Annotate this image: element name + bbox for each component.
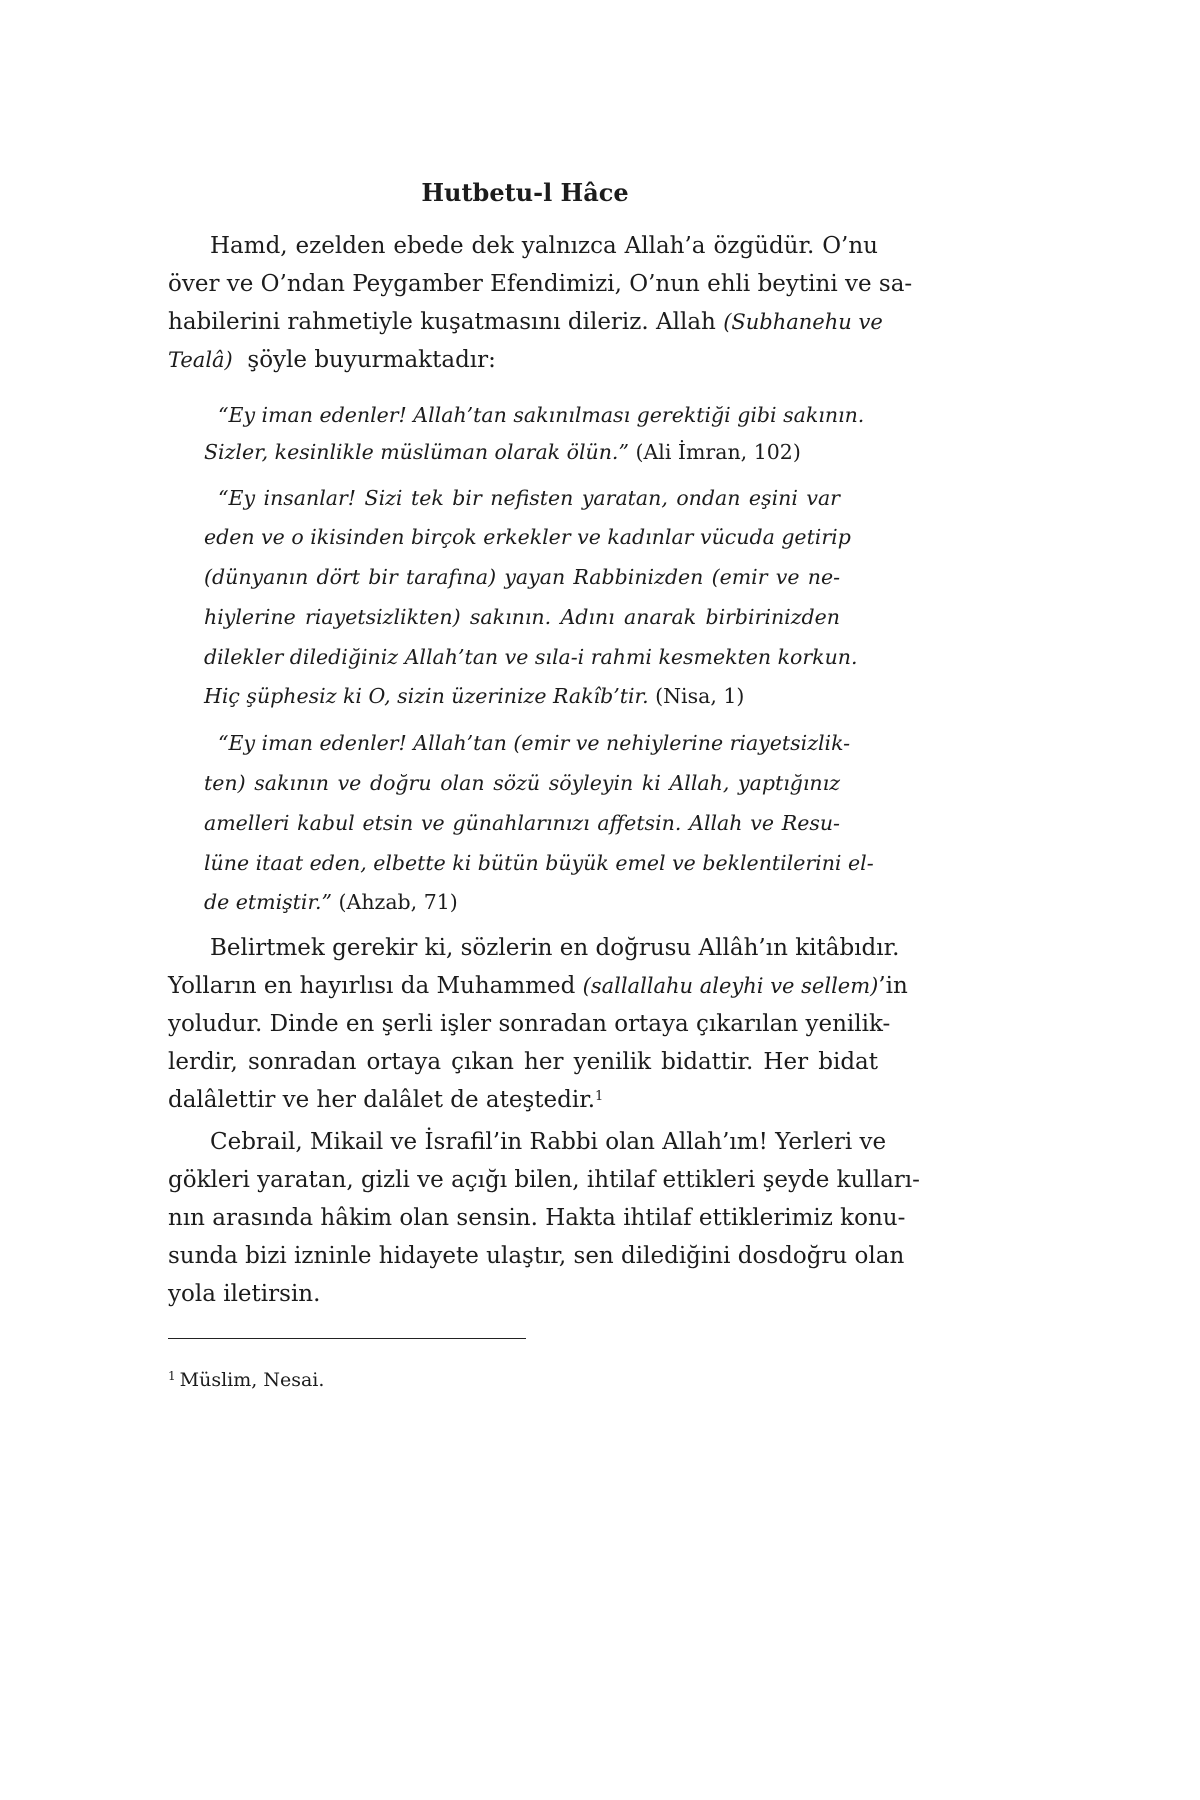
footnote-marker-ref: 1 [595,1089,604,1104]
intro-line-3-text: habilerini rahmetiyle kuşatmasını dileriz. Allah [168,309,716,335]
intro-line-4-italic: Tealâ) [168,348,233,372]
intro-line-3 [168,306,883,338]
quote2-line-5: dilekler dilediğiniz Allah’tan ve sıla-i rahmi kesmekten korkun. [204,645,858,669]
quote1-line-2 [204,437,801,467]
quote3-line-2: ten) sakının ve doğru olan sözü söyleyin ki Allah, yaptığınız [204,771,840,795]
para3-line-1: Cebrail, Mikail ve İsrafil’in Rabbi olan Allah’ım! Yerleri ve [210,1129,887,1155]
quote2-line-1: “Ey insanlar! Sizi tek bir nefisten yaratan, ondan eşini var [218,486,840,510]
quote3-line-3: amelleri kabul etsin ve günahlarınızı affetsin. Allah ve Resu- [204,811,840,835]
quote2-line-3: (dünyanın dört bir tarafına) yayan Rabbinizden (emir ve ne- [204,565,840,589]
para3-line-2: gökleri yaratan, gizli ve açığı bilen, ihtilaf ettikleri şeyde kulları- [168,1167,920,1193]
para2-line-2-italic: (sallallahu aleyhi ve sellem) [582,974,879,998]
footnote-separator [168,1338,526,1339]
para3-line-3: nın arasında hâkim olan sensin. Hakta ihtilaf ettiklerimiz konu- [168,1205,906,1231]
para2-line-2-text: Yolların en hayırlısı da Muhammed [168,973,576,999]
quote1-line-2-text: Sizler, kesinlikle müslüman olarak ölün.” [204,440,629,464]
intro-line-4-text: şöyle buyurmaktadır: [247,347,496,373]
para3-line-5: yola iletirsin. [168,1281,321,1307]
quote3-reference: (Ahzab, 71) [338,890,458,914]
quote2-line-4: hiylerine riayetsizlikten) sakının. Adını anarak birbirinizden [204,605,840,629]
intro-line-1: Hamd, ezelden ebede dek yalnızca Allah’a özgüdür. O’nu [210,233,878,259]
quote2-line-6-text: Hiç şüphesiz ki O, sizin üzerinize Rakîb’tir. [204,684,649,708]
para2-line-2 [168,970,908,1002]
quote2-reference: (Nisa, 1) [655,684,745,708]
intro-line-2: över ve O’ndan Peygamber Efendimizi, O’nun ehli beytini ve sa- [168,271,913,297]
quote3-line-1: “Ey iman edenler! Allah’tan (emir ve nehiylerine riayetsizlik- [218,731,851,755]
quote3-line-5-text: de etmiştir.” [204,890,332,914]
para2-line-2-suffix: ’in [878,973,908,999]
quote2-line-2: eden ve o ikisinden birçok erkekler ve kadınlar vücuda getirip [204,525,851,549]
quote1-reference: (Ali İmran, 102) [635,440,801,464]
para2-line-1: Belirtmek gerekir ki, sözlerin en doğrusu Allâh’ın kitâbıdır. [210,935,900,961]
quote3-line-4: lüne itaat eden, elbette ki bütün büyük emel ve beklentilerini el- [204,851,874,875]
para2-line-4: lerdir, sonradan ortaya çıkan her yenilik bidattir. Her bidat [168,1049,878,1075]
page-title: Hutbetu-l Hâce [421,178,629,207]
quote1-line-1: “Ey iman edenler! Allah’tan sakınılması gerektiği gibi sakının. [218,403,865,427]
quote2-line-6 [204,681,744,711]
para2-line-5 [168,1084,603,1116]
footnote [168,1367,324,1393]
para2-line-5-text: dalâlettir ve her dalâlet de ateştedir. [168,1087,596,1113]
para3-line-4: sunda bizi izninle hidayete ulaştır, sen dilediğini dosdoğru olan [168,1243,905,1269]
intro-line-3-italic: (Subhanehu ve [723,310,883,334]
intro-line-4 [168,344,496,376]
footnote-text: Müslim, Nesai. [179,1369,325,1391]
footnote-marker: 1 [168,1369,176,1383]
quote3-line-5 [204,887,458,917]
para2-line-3: yoludur. Dinde en şerli işler sonradan ortaya çıkarılan yenilik- [168,1011,891,1037]
